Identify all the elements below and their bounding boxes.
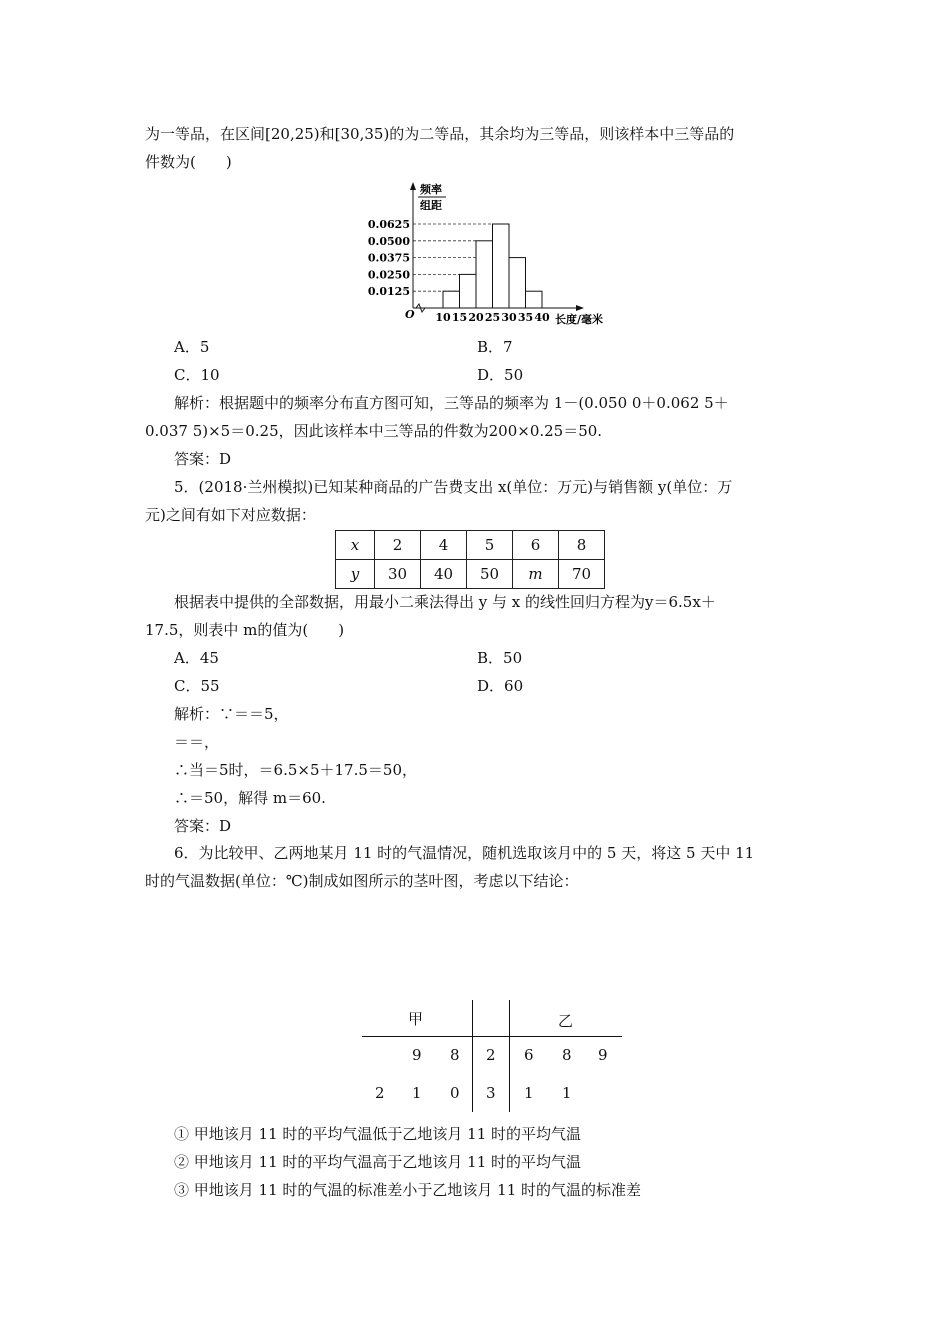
conclusion-2: ② 甲地该月 11 时的平均气温高于乙地该月 11 时的平均气温 <box>174 1153 582 1171</box>
x-tick-label: 35 <box>517 311 534 324</box>
leaf-left-r1: 9 <box>412 1046 422 1064</box>
q5-solution-line-1: 解析：∵＝＝5， <box>174 705 289 723</box>
q5-option-b: B．50 <box>477 649 523 667</box>
table-cell: 6 <box>513 531 559 560</box>
histogram-bar <box>526 291 543 308</box>
histogram-bar <box>509 258 526 308</box>
table-cell: 2 <box>375 531 421 560</box>
conclusion-1: ① 甲地该月 11 时的平均气温低于乙地该月 11 时的平均气温 <box>174 1125 582 1143</box>
x-tick-label: 25 <box>484 311 501 324</box>
leaf-right-r1: 9 <box>598 1046 608 1064</box>
x-tick-label: 10 <box>435 311 451 324</box>
stem-leaf-rule-horizontal <box>362 1036 622 1037</box>
table-row-x <box>336 531 605 560</box>
q5-solution-line-2: ＝＝， <box>174 733 220 751</box>
intro-line-1: 为一等品，在区间[20,25)和[30,35)的为二等品，其余均为三等品，则该样本中三等品的 <box>145 125 735 143</box>
left-title-jia: 甲 <box>408 1010 424 1028</box>
table-header-x: x <box>336 531 375 560</box>
q4-option-c: C．10 <box>174 366 220 384</box>
q4-option-a: A．5 <box>174 338 210 356</box>
histogram-bar <box>493 224 510 308</box>
histogram-bar <box>476 241 493 308</box>
frequency-histogram <box>360 178 620 328</box>
xy-data-table <box>335 530 605 589</box>
table-cell: 8 <box>559 531 605 560</box>
table-cell: 70 <box>559 560 605 589</box>
q5-solution-line-4: ∴＝50，解得 m＝60. <box>174 789 326 807</box>
y-label-bottom: 组距 <box>420 199 442 212</box>
table-row-y <box>336 560 605 589</box>
q5-answer: 答案：D <box>174 817 232 835</box>
leaf-right-r2: 1 <box>562 1084 572 1102</box>
table-cell: 40 <box>421 560 467 589</box>
stem-leaf-rule-left <box>472 1000 473 1112</box>
table-cell: 30 <box>375 560 421 589</box>
table-cell-unknown-m: m <box>513 560 559 589</box>
x-tick-label: 40 <box>534 311 550 324</box>
q5-option-d: D．60 <box>477 677 524 695</box>
q4-solution-line-2: 0.037 5)×5＝0.25，因此该样本中三等品的件数为200×0.25＝50. <box>145 422 603 440</box>
stem-r1: 2 <box>486 1046 496 1064</box>
table-cell: 4 <box>421 531 467 560</box>
q6-stem-line-1: 6．为比较甲、乙两地某月 11 时的气温情况，随机选取该月中的 5 天，将这 5 天中 11 <box>174 844 755 862</box>
table-cell: 5 <box>467 531 513 560</box>
table-cell: 50 <box>467 560 513 589</box>
y-label-top: 频率 <box>420 183 442 196</box>
q5-solution-line-3: ∴当＝5时，＝6.5×5＋17.5＝50， <box>174 761 417 779</box>
leaf-left-r2: 0 <box>450 1084 460 1102</box>
q5-option-a: A．45 <box>174 649 219 667</box>
x-tick-label: 30 <box>501 311 517 324</box>
origin-label: O <box>405 308 415 321</box>
y-tick-label: 0.0250 <box>367 268 410 282</box>
stem-leaf-plot <box>362 1000 624 1112</box>
table-header-y: y <box>336 560 375 589</box>
q5-stem-line-1: 5．(2018·兰州模拟)已知某种商品的广告费支出 x(单位：万元)与销售额 y(单位：万 <box>174 478 733 496</box>
leaf-left-r1: 8 <box>450 1046 460 1064</box>
y-tick-label: 0.0625 <box>367 218 410 231</box>
leaf-right-r1: 6 <box>524 1046 534 1064</box>
leaf-right-r2: 1 <box>524 1084 534 1102</box>
y-axis-arrow <box>410 182 416 190</box>
y-tick-label: 0.0375 <box>367 251 410 265</box>
q5-stem-line-2: 元)之间有如下对应数据： <box>145 506 316 524</box>
right-title-yi: 乙 <box>558 1012 574 1030</box>
leaf-right-r1: 8 <box>562 1046 572 1064</box>
q6-stem-line-2: 时的气温数据(单位：℃)制成如图所示的茎叶图，考虑以下结论： <box>145 872 579 890</box>
stem-leaf-rule-right <box>509 1000 510 1112</box>
q4-solution-line-1: 解析：根据题中的频率分布直方图可知，三等品的频率为 1－(0.050 0＋0.062 5＋ <box>174 394 729 412</box>
histogram-bar <box>460 274 477 308</box>
leaf-left-r2: 2 <box>375 1084 385 1102</box>
q5-question-line-1: 根据表中提供的全部数据，用最小二乘法得出 y 与 x 的线性回归方程为y＝6.5x＋ <box>174 593 716 611</box>
conclusion-3: ③ 甲地该月 11 时的气温的标准差小于乙地该月 11 时的气温的标准差 <box>174 1181 642 1199</box>
histogram-bar <box>443 291 460 308</box>
leaf-left-r2: 1 <box>412 1084 422 1102</box>
q5-question-line-2: 17.5，则表中 m的值为( ) <box>145 621 345 639</box>
q5-option-c: C．55 <box>174 677 220 695</box>
q4-answer: 答案：D <box>174 450 232 468</box>
x-axis-label: 长度/毫米 <box>555 313 604 326</box>
q4-option-d: D．50 <box>477 366 524 384</box>
q4-option-b: B．7 <box>477 338 513 356</box>
y-tick-label: 0.0125 <box>367 285 410 299</box>
y-tick-label: 0.0500 <box>367 234 410 248</box>
x-tick-label: 20 <box>468 311 484 324</box>
intro-line-2: 件数为( ) <box>145 153 232 171</box>
stem-r2: 3 <box>486 1084 496 1102</box>
x-tick-label: 15 <box>451 311 468 324</box>
x-axis-arrow <box>576 305 584 311</box>
